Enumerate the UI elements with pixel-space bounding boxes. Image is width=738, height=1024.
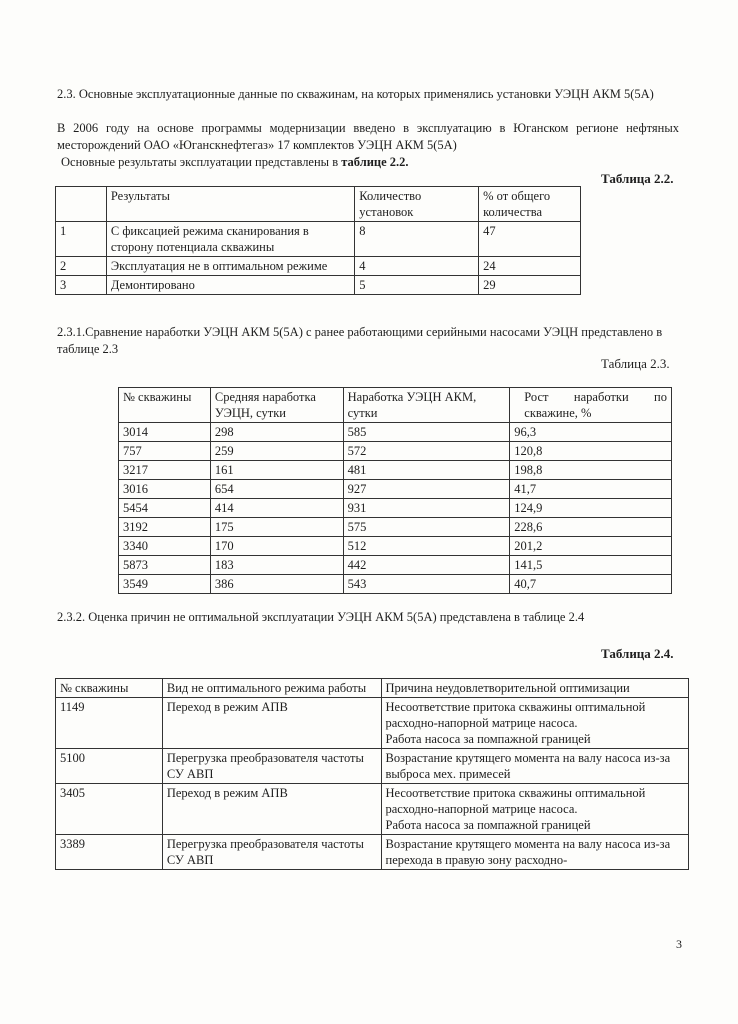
table-cell: 201,2 — [510, 537, 672, 556]
table-2-4-caption: Таблица 2.4. — [601, 646, 674, 661]
table-cell — [381, 784, 689, 835]
results-prefix: Основные результаты эксплуатации представлены в — [61, 155, 342, 169]
header-cell: № скважины — [56, 679, 163, 698]
table-cell: 512 — [343, 537, 510, 556]
section-intro: В 2006 году на основе программы модернизации введено в эксплуатацию в Юганском регионе нефтяных месторождений ОАО «Юганскнефтегаз» 17 комплектов УЭЦН АКМ 5(5А) — [57, 121, 679, 152]
table-row — [56, 698, 689, 749]
table-cell: 8 — [355, 222, 479, 257]
table-cell: 47 — [479, 222, 581, 257]
table-cell: 3014 — [119, 423, 211, 442]
table-header-row — [56, 679, 689, 698]
table-cell — [381, 749, 689, 784]
table-cell: 5 — [355, 276, 479, 295]
table-cell: 572 — [343, 442, 510, 461]
table-cell: 170 — [210, 537, 343, 556]
table-cell: Переход в режим АПВ — [162, 698, 381, 749]
cause-line: Работа насоса за помпажной границей — [385, 818, 591, 832]
table-2-2-caption: Таблица 2.2. — [601, 171, 674, 186]
table-cell: 198,8 — [510, 461, 672, 480]
header-cell: Вид не оптимального режима работы — [162, 679, 381, 698]
table-cell: 96,3 — [510, 423, 672, 442]
table-row — [119, 556, 672, 575]
table-cell: 3192 — [119, 518, 211, 537]
header-cell: Рост наработки по скважине, % — [510, 388, 672, 423]
table-cell: 141,5 — [510, 556, 672, 575]
table-cell: 757 — [119, 442, 211, 461]
header-cell: Результаты — [106, 187, 354, 222]
cause-line: Возрастание крутящего момента на валу насоса из-за перехода в правую зону расходно- — [385, 837, 671, 867]
table-cell: С фиксацией режима сканирования в сторону потенциала скважины — [106, 222, 354, 257]
table-cell: 2 — [56, 257, 107, 276]
table-cell: 29 — [479, 276, 581, 295]
table-cell: Перегрузка преобразователя частоты СУ АВП — [162, 749, 381, 784]
table-cell: 1149 — [56, 698, 163, 749]
table-2-2 — [55, 186, 581, 295]
table-cell: Демонтировано — [106, 276, 354, 295]
table-cell: 414 — [210, 499, 343, 518]
header-cell — [56, 187, 107, 222]
table-cell: 386 — [210, 575, 343, 594]
table-cell: 543 — [343, 575, 510, 594]
section-2-3-2-text: 2.3.2. Оценка причин не оптимальной эксплуатации УЭЦН АКМ 5(5А) представлена в таблице 2.4 — [57, 610, 585, 624]
table-cell: 3405 — [56, 784, 163, 835]
header-cell: Причина неудовлетворительной оптимизации — [381, 679, 689, 698]
header-cell: % от общего количества — [479, 187, 581, 222]
table-cell: Перегрузка преобразователя частоты СУ АВП — [162, 835, 381, 870]
table-cell: 228,6 — [510, 518, 672, 537]
table-header-row — [119, 388, 672, 423]
cause-line: Возрастание крутящего момента на валу насоса из-за выброса мех. примесей — [385, 751, 671, 781]
table-row — [119, 537, 672, 556]
table-row — [119, 480, 672, 499]
results-intro — [61, 154, 683, 171]
table-row — [119, 423, 672, 442]
table-row — [119, 442, 672, 461]
table-cell: 931 — [343, 499, 510, 518]
header-cell: Наработка УЭЦН АКМ, сутки — [343, 388, 510, 423]
table-row — [56, 784, 689, 835]
header-cell: Средняя наработка УЭЦН, сутки — [210, 388, 343, 423]
table-cell: 442 — [343, 556, 510, 575]
section-heading: 2.3. Основные эксплуатационные данные по скважинам, на которых применялись установки УЭЦН АКМ 5(5А) — [57, 87, 654, 101]
table-cell: 3016 — [119, 480, 211, 499]
table-cell: 481 — [343, 461, 510, 480]
page-number: 3 — [676, 937, 682, 951]
table-cell: 175 — [210, 518, 343, 537]
section-2-3-1-text: 2.3.1.Сравнение наработки УЭЦН АКМ 5(5А) с ранее работающими серийными насосами УЭЦН представлено в таблице 2.3 — [57, 325, 663, 356]
cause-line: Несоответствие притока скважины оптимальной расходно-напорной матрице насоса. — [385, 700, 646, 730]
table-row — [56, 276, 581, 295]
table-cell: 4 — [355, 257, 479, 276]
table-cell: 3389 — [56, 835, 163, 870]
table-cell — [381, 835, 689, 870]
table-cell: 3 — [56, 276, 107, 295]
table-cell: 585 — [343, 423, 510, 442]
table-cell: 120,8 — [510, 442, 672, 461]
table-2-3-caption: Таблица 2.3. — [601, 356, 670, 371]
table-cell — [381, 698, 689, 749]
table-2-4 — [55, 678, 689, 870]
cause-line: Несоответствие притока скважины оптимальной расходно-напорной матрице насоса. — [385, 786, 646, 816]
table-cell: 654 — [210, 480, 343, 499]
table-cell: 259 — [210, 442, 343, 461]
table-cell: 5873 — [119, 556, 211, 575]
table-cell: 575 — [343, 518, 510, 537]
table-cell: 298 — [210, 423, 343, 442]
table-cell: Эксплуатация не в оптимальном режиме — [106, 257, 354, 276]
table-cell: 41,7 — [510, 480, 672, 499]
table-row — [119, 461, 672, 480]
cause-line: Работа насоса за помпажной границей — [385, 732, 591, 746]
table-header-row — [56, 187, 581, 222]
table-cell: 24 — [479, 257, 581, 276]
table-cell: 927 — [343, 480, 510, 499]
table-cell: 183 — [210, 556, 343, 575]
table-cell: 1 — [56, 222, 107, 257]
table-row — [119, 518, 672, 537]
table-cell: 3549 — [119, 575, 211, 594]
table-row — [119, 499, 672, 518]
table-row — [56, 835, 689, 870]
table-cell: 3217 — [119, 461, 211, 480]
table-cell: 5454 — [119, 499, 211, 518]
table-row — [56, 749, 689, 784]
table-2-3 — [118, 387, 672, 594]
table-cell: 124,9 — [510, 499, 672, 518]
header-cell: Количество установок — [355, 187, 479, 222]
table-cell: 40,7 — [510, 575, 672, 594]
table-row — [119, 575, 672, 594]
table-cell: 161 — [210, 461, 343, 480]
table-row — [56, 257, 581, 276]
table-row — [56, 222, 581, 257]
table-cell: 5100 — [56, 749, 163, 784]
header-cell: № скважины — [119, 388, 211, 423]
results-table-ref: таблице 2.2. — [341, 155, 409, 169]
table-cell: 3340 — [119, 537, 211, 556]
table-cell: Переход в режим АПВ — [162, 784, 381, 835]
